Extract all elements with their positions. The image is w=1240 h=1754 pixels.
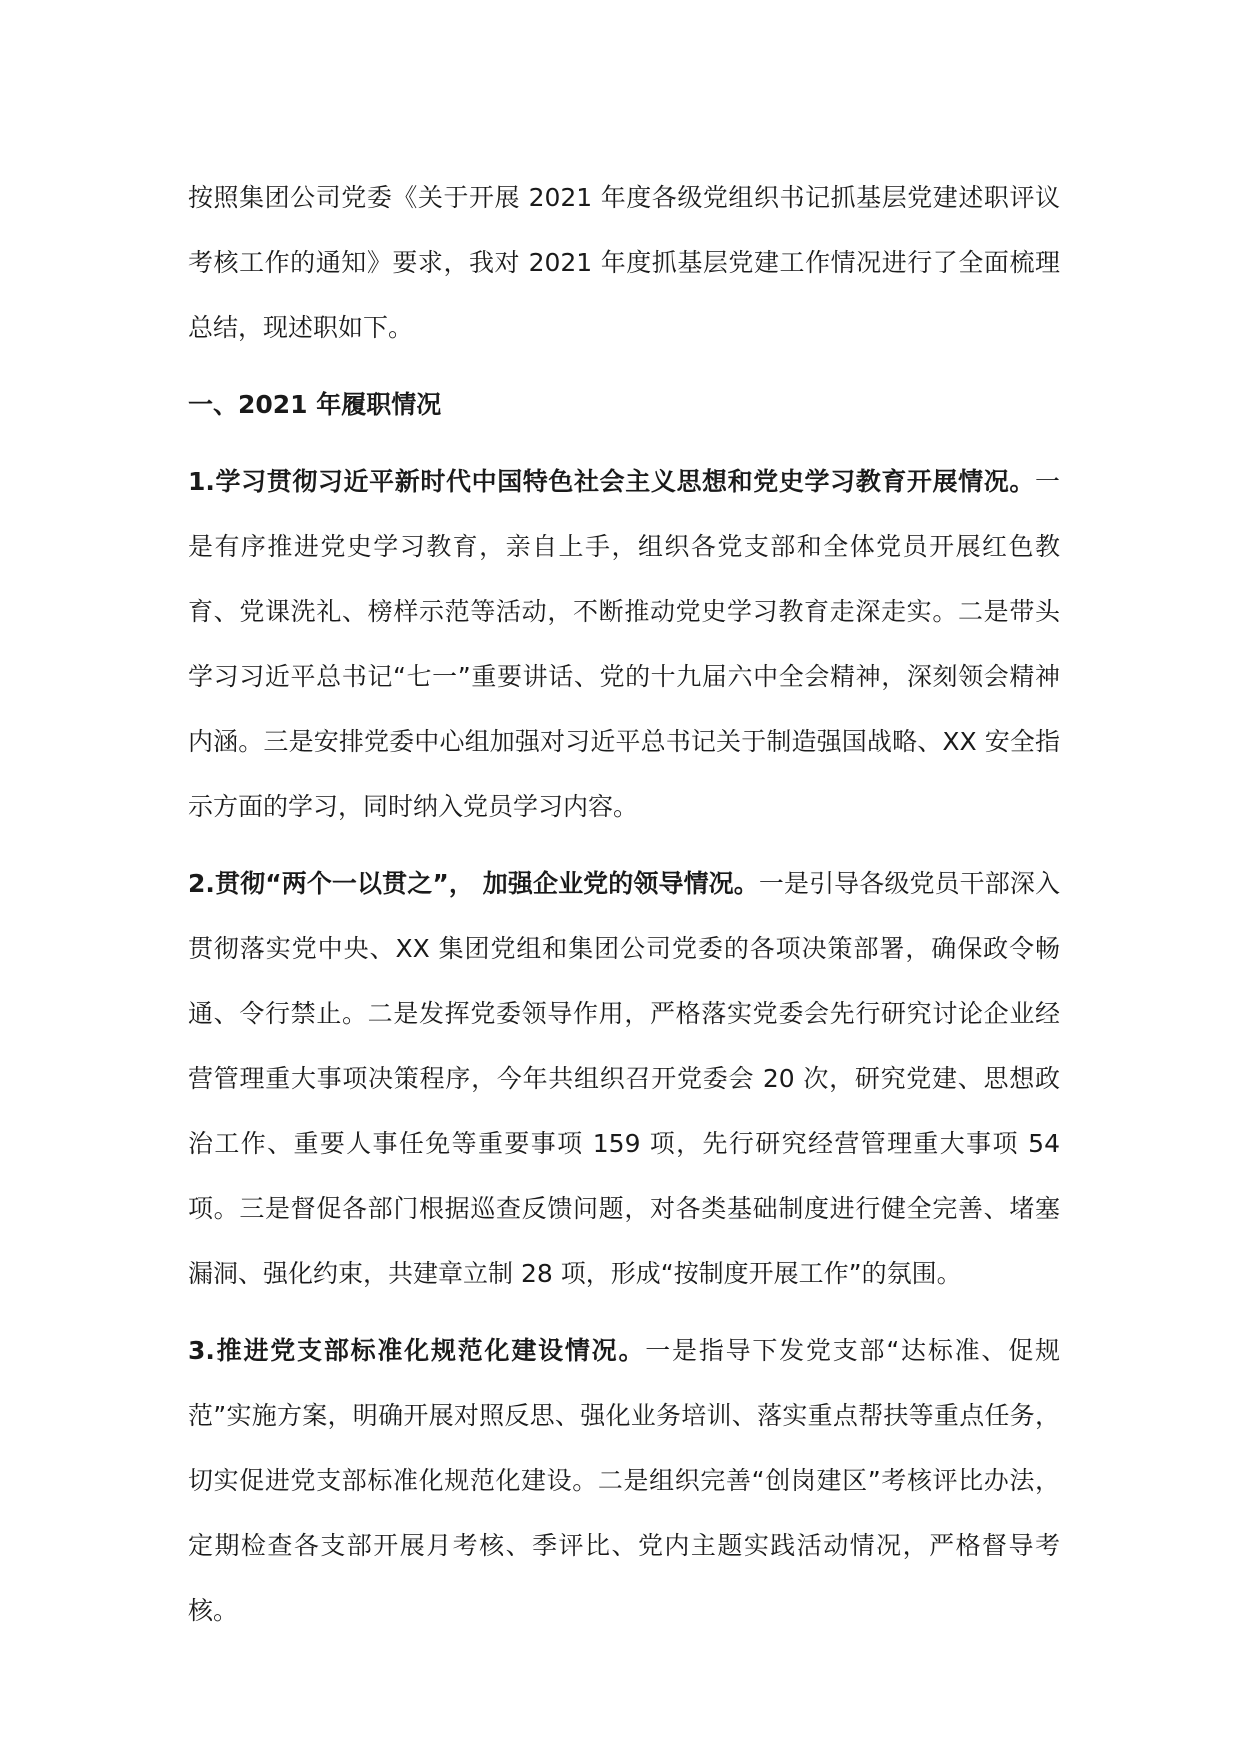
section-3-body: 一是指导下发党支部“达标准、促规范”实施方案，明确开展对照反思、强化业务培训、落实重点帮扶等重点任务，切实促进党支部标准化规范化建设。二是组织完善“创岗建区”考核评比办法，定期检查各支部开展月考核、季评比、党内主题实践活动情况，严格督导考核。 (188, 1336, 1060, 1625)
document-body (188, 165, 1060, 1643)
section-3-paragraph (188, 1318, 1060, 1643)
section-2-lead: 2.贯彻“两个一以贯之”， 加强企业党的领导情况。 (188, 869, 759, 898)
section-1-paragraph (188, 449, 1060, 839)
section-1-lead: 1.学习贯彻习近平新时代中国特色社会主义思想和党史学习教育开展情况。 (188, 467, 1035, 496)
section-heading: 一、2021 年履职情况 (188, 390, 442, 419)
section-2-body: 一是引导各级党员干部深入贯彻落实党中央、XX 集团党组和集团公司党委的各项决策部署，确保政令畅通、令行禁止。二是发挥党委领导作用，严格落实党委会先行研究讨论企业经营管理重大事项决策程序，今年共组织召开党委会 20 次，研究党建、思想政治工作、重要人事任免等重要事项 159 项，先行研究经营管理重大事项 54 项。三是督促各部门根据巡查反馈问题，对各类基础制度进行健全完善、堵塞漏洞、强化约束，共建章立制 28 项，形成“按制度开展工作”的氛围。 (188, 869, 1060, 1288)
intro-paragraph: 按照集团公司党委《关于开展 2021 年度各级党组织书记抓基层党建述职评议考核工作的通知》要求，我对 2021 年度抓基层党建工作情况进行了全面梳理总结，现述职如下。 (188, 183, 1060, 342)
section-2-paragraph (188, 851, 1060, 1306)
section-1-body: 一是有序推进党史学习教育，亲自上手，组织各党支部和全体党员开展红色教育、党课洗礼、榜样示范等活动，不断推动党史学习教育走深走实。二是带头学习习近平总书记“七一”重要讲话、党的十九届六中全会精神，深刻领会精神内涵。三是安排党委中心组加强对习近平总书记关于制造强国战略、XX 安全指示方面的学习，同时纳入党员学习内容。 (188, 467, 1060, 821)
section-3-lead: 3.推进党支部标准化规范化建设情况。 (188, 1336, 646, 1365)
